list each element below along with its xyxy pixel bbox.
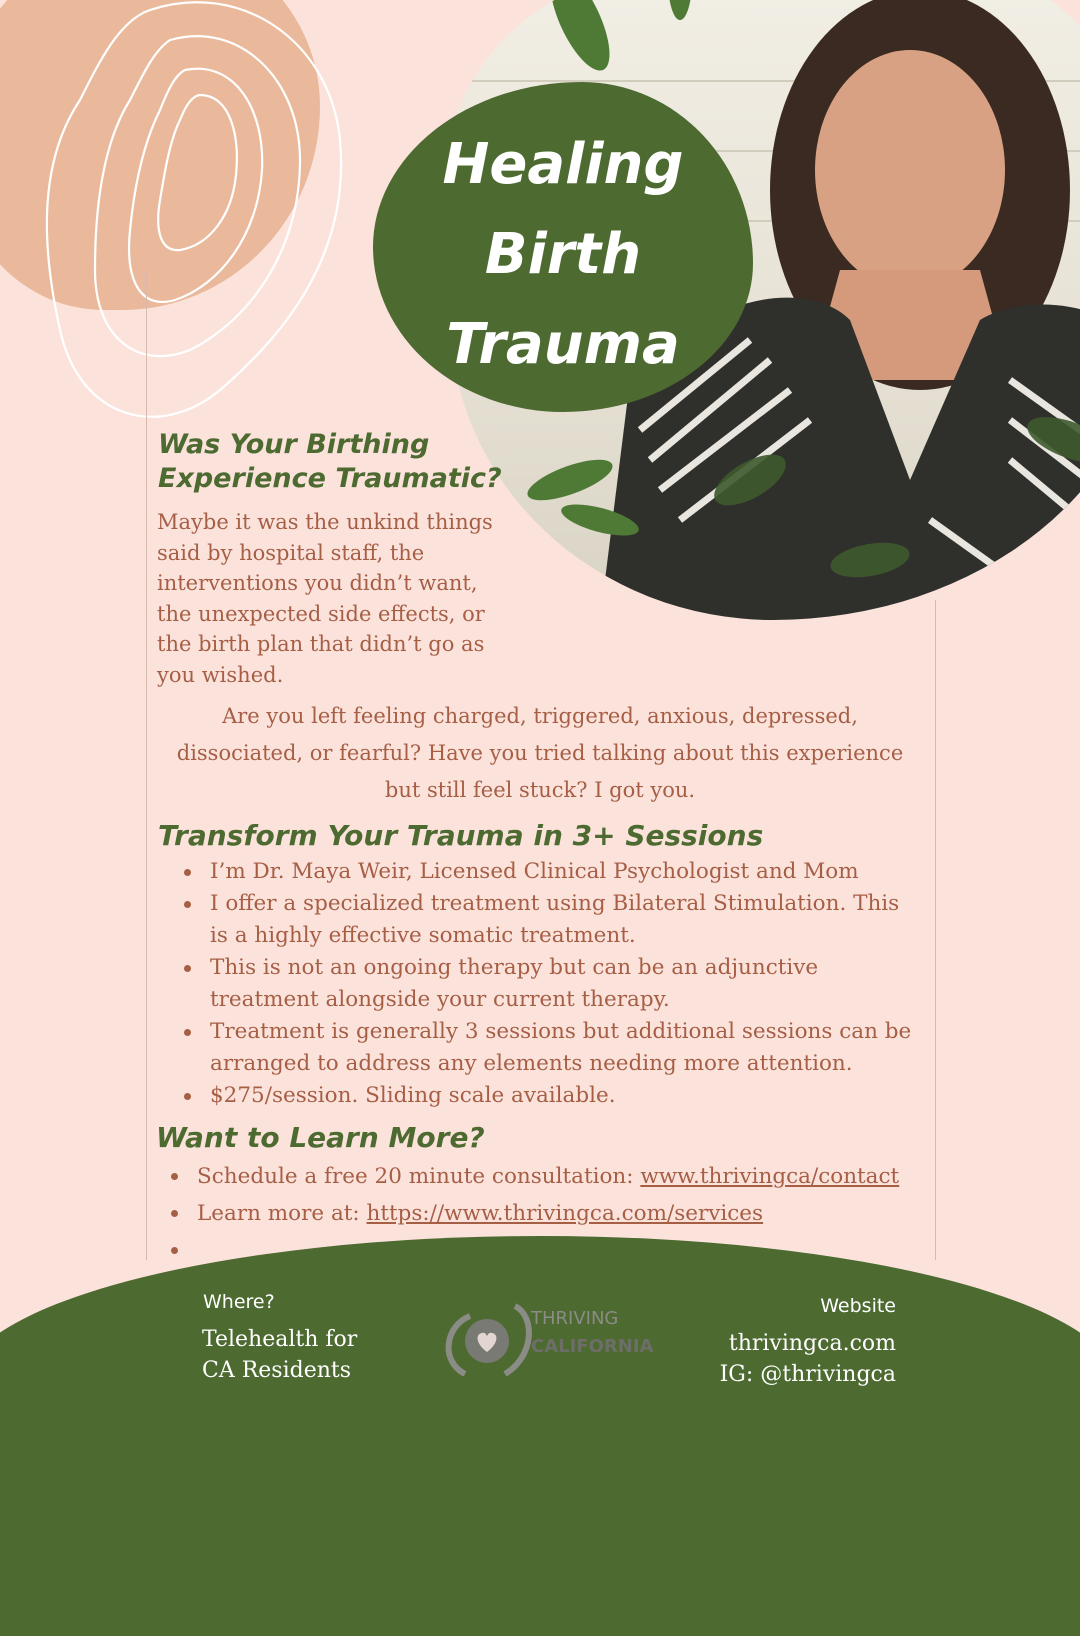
list-item — [158, 1016, 918, 1080]
list-item — [158, 952, 918, 1016]
bullet-icon — [184, 1093, 191, 1100]
contact-link[interactable]: www.thrivingca/contact — [640, 1164, 900, 1189]
services-link[interactable]: https://www.thrivingca.com/services — [366, 1201, 764, 1226]
intro-heading: Was Your Birthing Experience Traumatic? — [158, 429, 502, 494]
instagram-handle[interactable]: IG: @thrivingca — [719, 1362, 896, 1387]
list-item-text: This is not an ongoing therapy but can be an adjunctive treatment alongside your current therapy. — [210, 955, 819, 1012]
list-item-text: I’m Dr. Maya Weir, Licensed Clinical Psychologist and Mom — [210, 859, 859, 884]
website-text — [640, 1328, 896, 1390]
intro-paragraph: Maybe it was the unkind things said by hospital staff, the interventions you didn’t want, the unexpected side effects, or the birth plan that didn’t go as you wished. — [157, 510, 493, 687]
list-item-text: Treatment is generally 3 sessions but additional sessions can be arranged to address any elements needing more attention. — [210, 1019, 912, 1076]
logo-line-2: CALIFORNIA — [531, 1336, 654, 1357]
logo-line-1: THRIVING — [531, 1308, 619, 1329]
left-rule — [146, 270, 147, 1260]
list-item-text: I offer a specialized treatment using Bilateral Stimulation. This is a highly effective somatic treatment. — [210, 891, 900, 948]
website-label: Website — [820, 1295, 896, 1317]
bullet-icon — [184, 965, 191, 972]
list-item — [145, 1158, 945, 1195]
bullet-icon — [184, 901, 191, 908]
learn-more-text: Learn more at: — [197, 1201, 367, 1226]
sessions-heading: Transform Your Trauma in 3+ Sessions — [158, 819, 764, 852]
where-text — [202, 1324, 422, 1386]
title-line-1: Healing — [442, 132, 684, 197]
list-item — [158, 856, 918, 888]
title-line-2: Birth — [484, 222, 642, 287]
sessions-list — [158, 856, 918, 1112]
bullet-icon — [184, 869, 191, 876]
bullet-icon — [171, 1210, 178, 1217]
consultation-text: Schedule a free 20 minute consultation: — [197, 1164, 641, 1189]
learn-more-heading: Want to Learn More? — [156, 1121, 485, 1154]
where-line-1: Telehealth for — [202, 1327, 358, 1352]
where-line-2: CA Residents — [202, 1358, 352, 1383]
logo-text — [531, 1305, 653, 1361]
list-item — [158, 888, 918, 952]
list-item-text: $275/session. Sliding scale available. — [210, 1083, 616, 1108]
list-item — [145, 1195, 945, 1232]
bullet-icon — [171, 1173, 178, 1180]
page-title — [373, 120, 753, 390]
wavy-lines-decoration — [0, 0, 360, 440]
where-label: Where? — [203, 1291, 275, 1313]
bullet-icon — [184, 1029, 191, 1036]
list-item — [158, 1080, 918, 1112]
bullet-icon — [171, 1247, 178, 1254]
website-url[interactable]: thrivingca.com — [728, 1331, 896, 1356]
center-paragraph: Are you left feeling charged, triggered, anxious, depressed, dissociated, or fearful? Have you tried talking about this experience but still feel stuck? I got you. — [176, 704, 904, 802]
title-line-3: Trauma — [446, 312, 680, 377]
